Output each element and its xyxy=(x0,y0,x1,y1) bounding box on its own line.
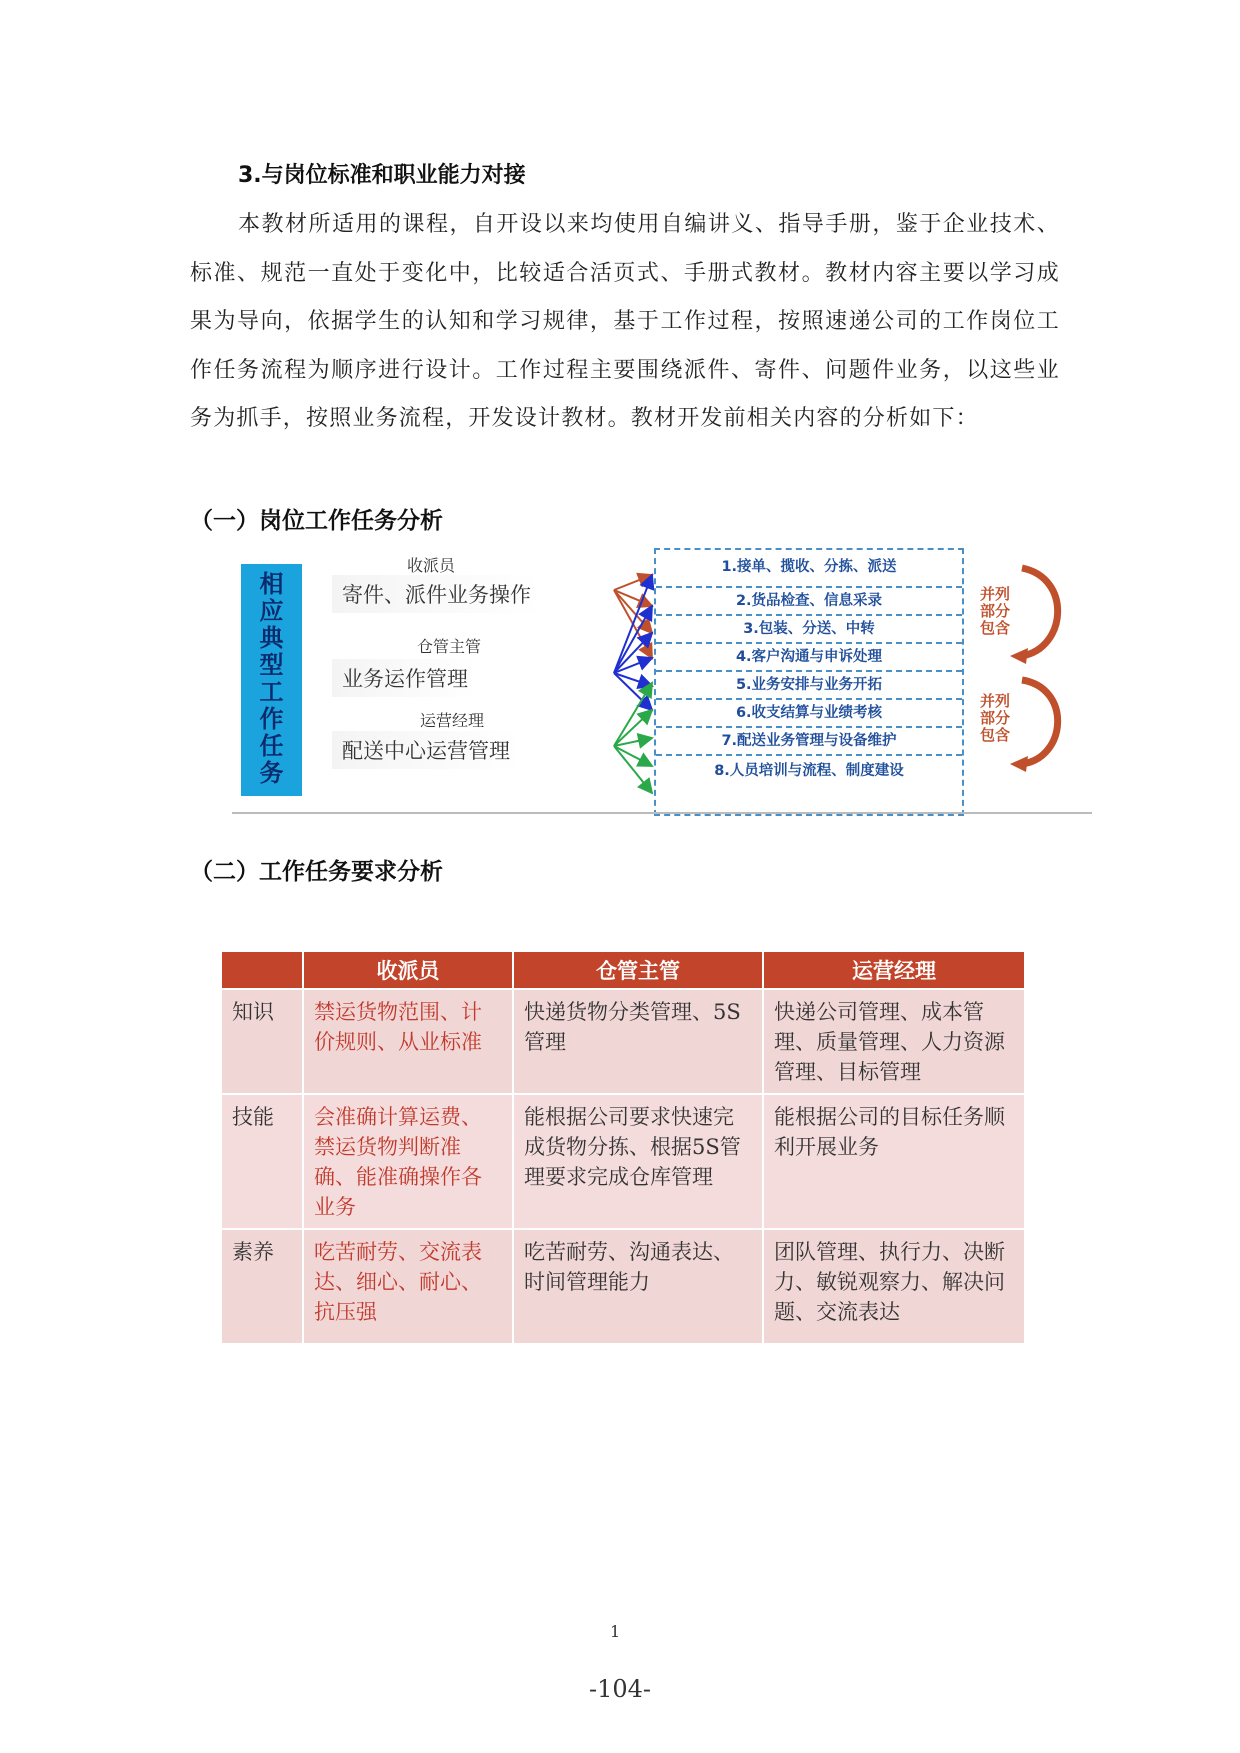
row-label-qualities: 素养 xyxy=(221,1229,303,1344)
vertical-label-char: 应 xyxy=(259,596,284,625)
vertical-label-char: 相 xyxy=(259,569,284,598)
subsection-heading: 3.与岗位标准和职业能力对接 xyxy=(238,163,526,188)
side-note-line: 并列 xyxy=(980,692,1011,710)
arrow xyxy=(614,746,652,766)
curved-arrow-top-head xyxy=(1010,648,1028,664)
table-cell: 团队管理、执行力、决断力、敏锐观察力、解决问题、交流表达 xyxy=(763,1229,1025,1344)
arrow xyxy=(614,738,652,746)
diagram-baseline xyxy=(232,812,1092,814)
row-label-skills: 技能 xyxy=(221,1094,303,1229)
job-task-diagram xyxy=(232,548,1092,824)
role-title-warehouse: 仓管主管 xyxy=(417,637,482,656)
table-cell: 禁运货物范围、计价规则、从业标准 xyxy=(303,989,513,1094)
side-note-bottom xyxy=(980,693,1010,744)
task-item: 2.货品检查、信息采录 xyxy=(656,588,962,616)
table-row xyxy=(221,1094,1025,1229)
arrow xyxy=(614,746,652,793)
curved-arrow-bottom xyxy=(1022,680,1058,764)
task-list-box xyxy=(654,548,964,816)
table-cell: 快递公司管理、成本管理、质量管理、人力资源管理、目标管理 xyxy=(763,989,1025,1094)
table-cell: 会准确计算运费、禁运货物判断准确、能准确操作各业务 xyxy=(303,1094,513,1229)
arrow xyxy=(614,575,652,673)
curved-arrow-bottom-head xyxy=(1010,756,1028,772)
page-number: -104- xyxy=(588,1675,652,1703)
vertical-label-char: 作 xyxy=(259,704,284,733)
section-title-job-task-analysis: （一）岗位工作任务分析 xyxy=(190,508,443,534)
task-item: 7.配送业务管理与设备维护 xyxy=(656,728,962,756)
table-cell: 吃苦耐劳、交流表达、细心、耐心、抗压强 xyxy=(303,1229,513,1344)
side-note-line: 并列 xyxy=(980,585,1011,603)
table-header-empty xyxy=(221,951,303,989)
task-item: 8.人员培训与流程、制度建设 xyxy=(714,763,904,779)
curved-arrow-top xyxy=(1022,568,1058,656)
table-row xyxy=(221,1229,1025,1344)
role-title-operations: 运营经理 xyxy=(420,711,485,730)
task-item: 4.客户沟通与申诉处理 xyxy=(656,644,962,672)
vertical-label-char: 务 xyxy=(259,758,284,787)
vertical-label-char: 典 xyxy=(259,623,284,652)
role-duty-warehouse: 业务运作管理 xyxy=(332,659,478,697)
table-header-courier: 收派员 xyxy=(303,951,513,989)
side-note-line: 包含 xyxy=(980,726,1011,744)
task-item: 5.业务安排与业务开拓 xyxy=(656,672,962,700)
operations-arrows xyxy=(614,683,652,793)
vertical-label-char: 型 xyxy=(259,650,284,679)
table-header-operations: 运营经理 xyxy=(763,951,1025,989)
vertical-label-char: 工 xyxy=(259,677,284,706)
side-note-line: 部分 xyxy=(980,709,1011,727)
side-note-top xyxy=(980,586,1010,637)
table-cell: 吃苦耐劳、沟通表达、时间管理能力 xyxy=(513,1229,763,1344)
task-item: 6.收支结算与业绩考核 xyxy=(656,700,962,728)
role-title-courier: 收派员 xyxy=(407,556,456,575)
requirements-table xyxy=(220,950,1026,1345)
role-duty-courier: 寄件、派件业务操作 xyxy=(332,575,541,613)
table-row xyxy=(221,989,1025,1094)
section-title-task-requirements: （二）工作任务要求分析 xyxy=(190,859,443,885)
row-label-knowledge: 知识 xyxy=(221,989,303,1094)
table-cell: 能根据公司要求快速完成货物分拣、根据5S管理要求完成仓库管理 xyxy=(513,1094,763,1229)
role-duty-operations: 配送中心运营管理 xyxy=(332,731,520,769)
table-cell: 快递货物分类管理、5S管理 xyxy=(513,989,763,1094)
task-item: 3.包装、分送、中转 xyxy=(656,616,962,644)
body-paragraph: 本教材所适用的课程，自开设以来均使用自编讲义、指导手册，鉴于企业技术、标准、规范一直处于变化中，比较适合活页式、手册式教材。教材内容主要以学习成果为导向，依据学生的认知和学习规律，基于工作过程，按照速递公司的工作岗位工作任务流程为顺序进行设计。工作过程主要围绕派件、寄件、问题件业务，以这些业务为抓手，按照业务流程，开发设计教材。教材开发前相关内容的分析如下： xyxy=(190,212,1060,431)
table-header-warehouse: 仓管主管 xyxy=(513,951,763,989)
footnote-number: 1 xyxy=(610,1622,621,1641)
task-item: 1.接单、揽收、分拣、派送 xyxy=(656,550,962,588)
side-note-line: 包含 xyxy=(980,619,1011,637)
table-cell: 能根据公司的目标任务顺利开展业务 xyxy=(763,1094,1025,1229)
side-note-line: 部分 xyxy=(980,602,1011,620)
table-header-row xyxy=(221,951,1025,989)
vertical-label-char: 任 xyxy=(259,731,284,760)
